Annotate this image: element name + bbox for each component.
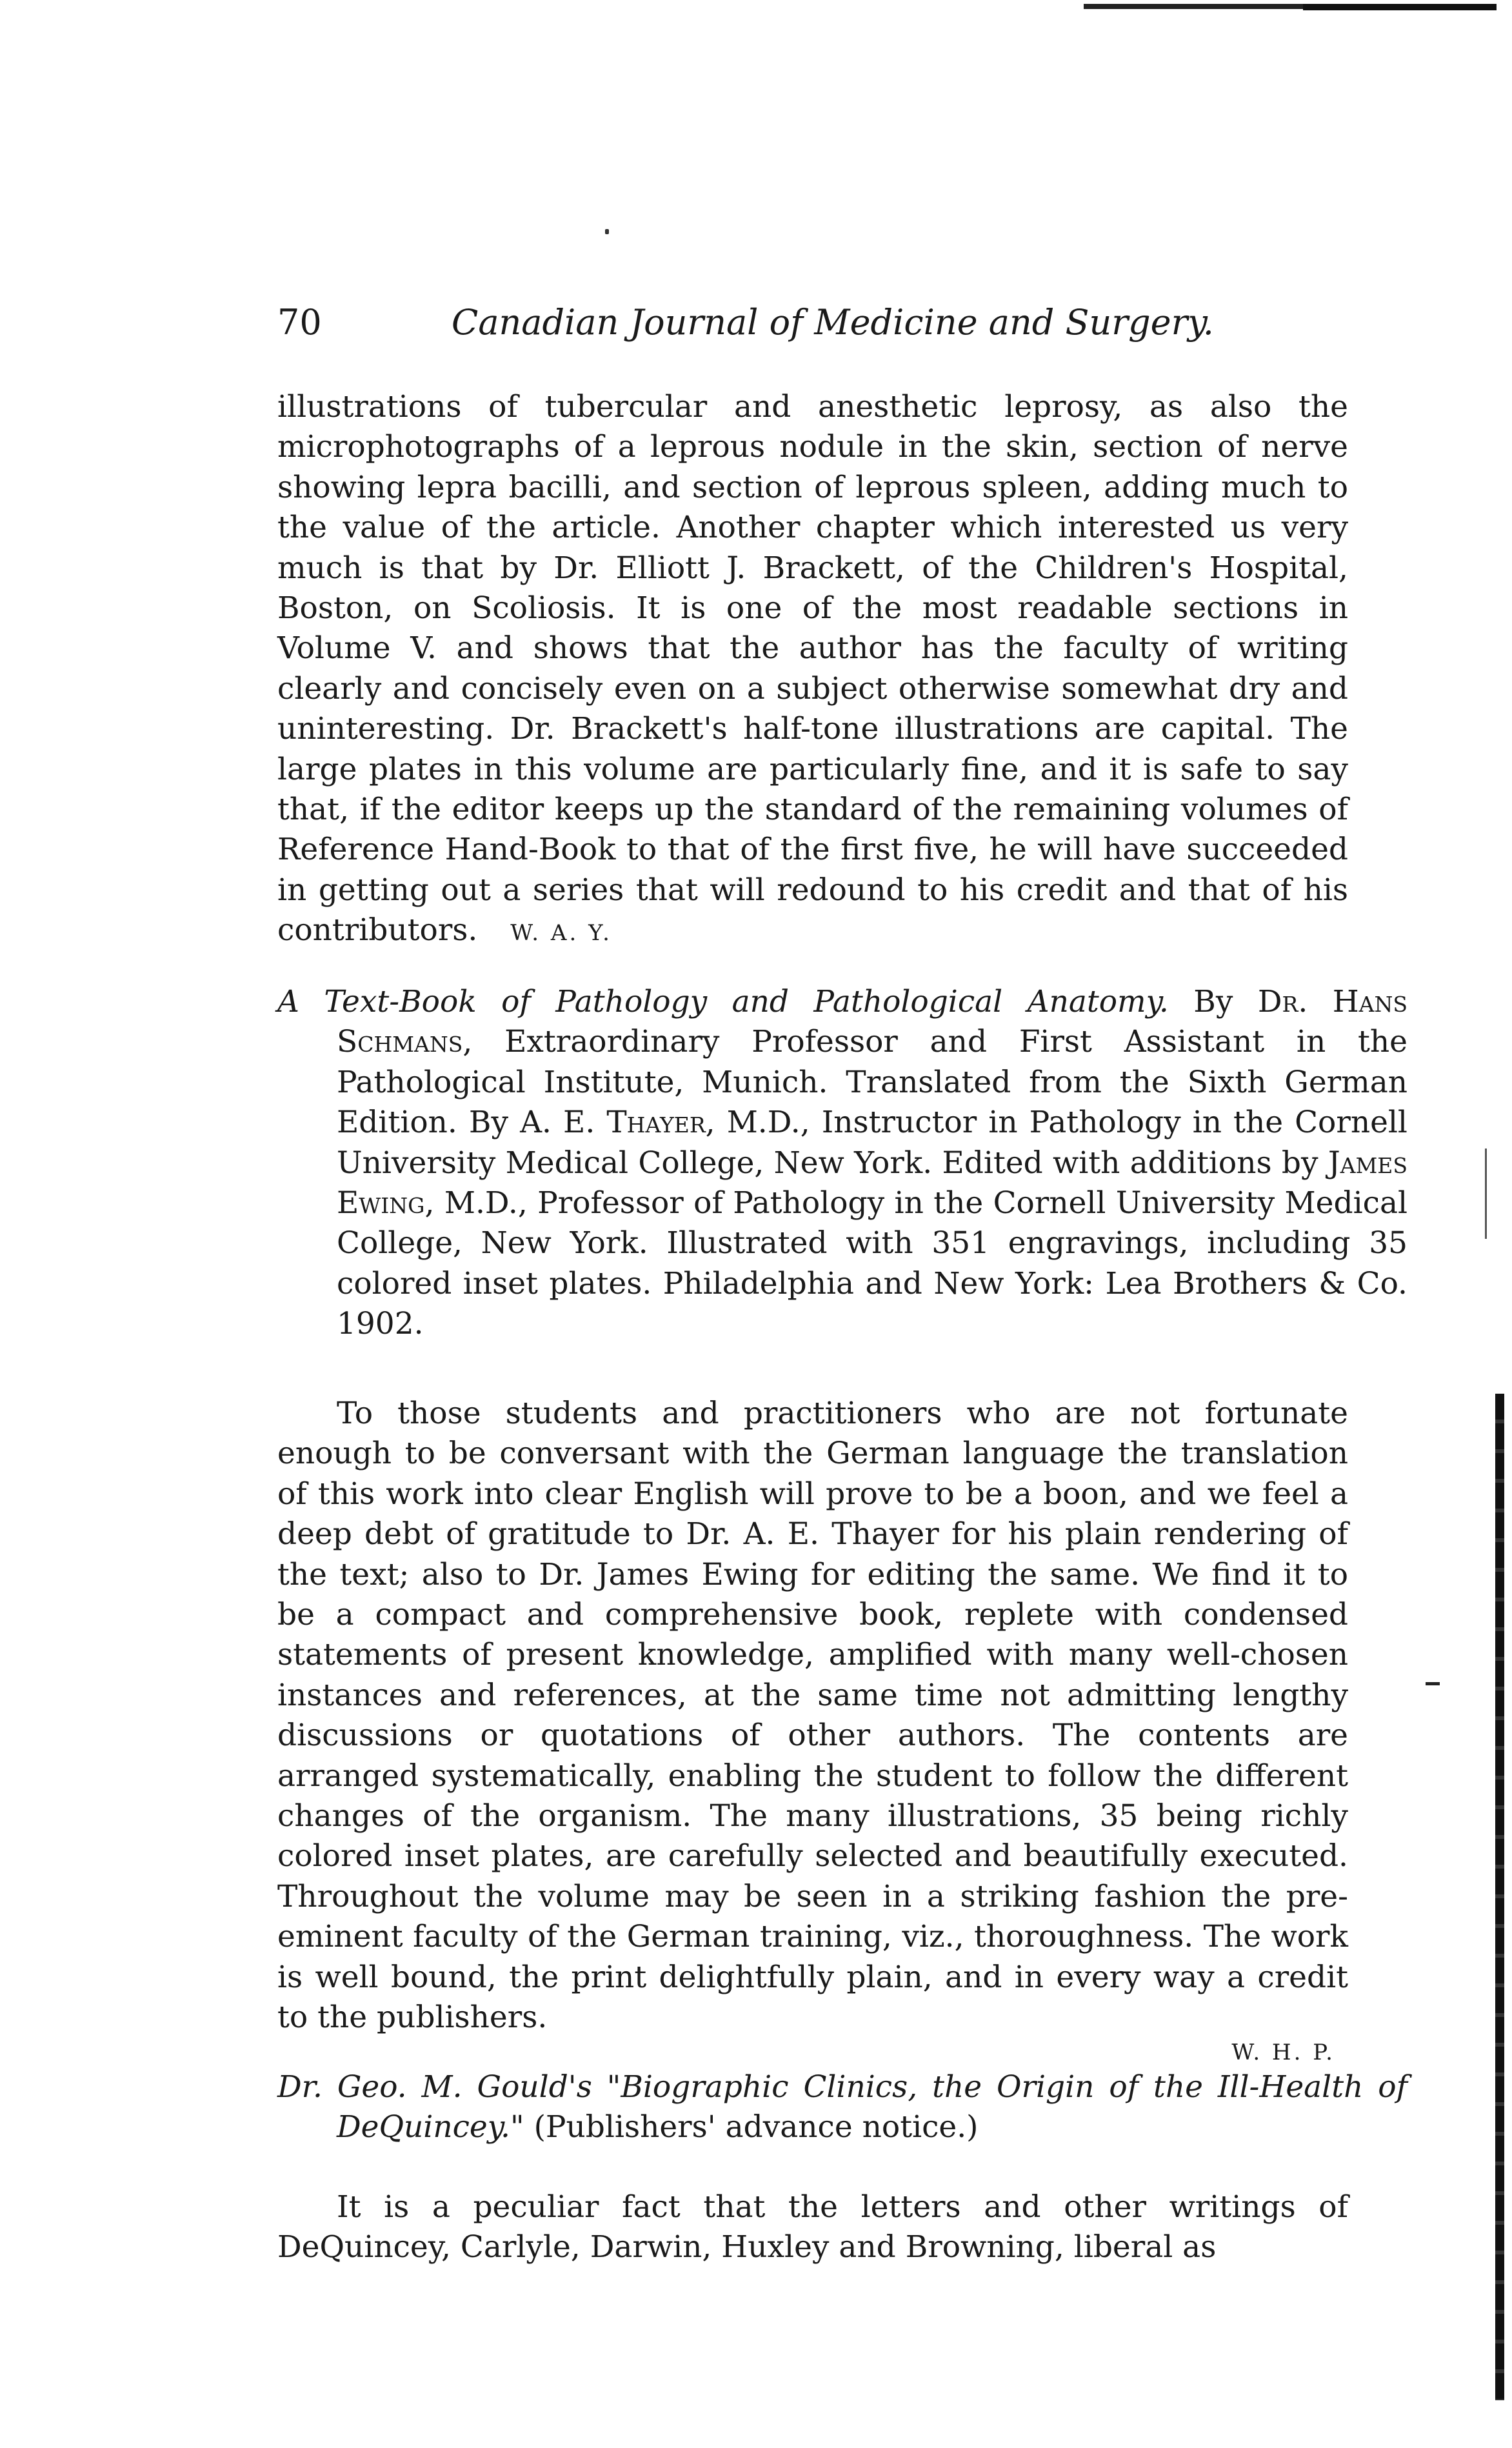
review-3-text: It is a peculiar fact that the letters and other writings of DeQuincey, Carlyle, Darwin, Huxley and Browning, liberal as: [277, 2189, 1348, 2265]
review-2-body: [277, 1394, 1348, 2067]
review-2-editor: James Ewing,: [337, 1145, 1408, 1221]
top-rule: [1084, 0, 1497, 9]
top-rule-heavy: [1303, 4, 1497, 10]
review-1-text: illustrations of tubercular and anesthetic leprosy, as also the microphotographs of a leprous nodule in the skin, section of nerve showing lepra bacilli, and section of leprous spleen, adding much to the value of the article. Another chapter which interested us very much is that by Dr. Elliott J. Brackett, of the Children's Hospital, Boston, on Scoliosis. It is one of the most readable sections in Volume V. and shows that the author has the faculty of writing clearly and concisely even on a subject otherwise somewhat dry and uninteresting. Dr. Brackett's half-tone illustrations are capital. The large plates in this volume are particularly fine, and it is safe to say that, if the editor keeps up the standard of the remaining volumes of Reference Hand-Book to that of the first five, he will have succeeded in getting out a series that will redound to his credit and that of his contributors.: [277, 389, 1348, 948]
review-1: [277, 387, 1348, 954]
review-2-author: Dr. Hans Schmans,: [337, 984, 1408, 1060]
review-2-by: By: [1193, 984, 1233, 1019]
running-head: [277, 302, 1374, 347]
journal-title: Canadian Journal of Medicine and Surgery.: [452, 302, 1214, 343]
margin-dash: [1426, 1682, 1440, 1685]
review-2-citation: [277, 982, 1408, 1345]
review-2-citation-rest: Extraordinary Professor and First Assistant in the Pathological Institute, Munich. Translated from the Sixth German Edition. By: [337, 1024, 1408, 1141]
review-2-citation-rest3: M.D., Professor of Pathology in the Cornell University Medical College, New York. Illustrated with 351 engravings, including 35 colored inset plates. Philadelphia and New York: Lea Brothers & Co. 1902.: [337, 1185, 1408, 1342]
review-1-signature: W. A. Y.: [510, 920, 612, 947]
review-3-note: (Publishers' advance notice.): [533, 2109, 979, 2145]
review-2-translator: A. E. Thayer,: [520, 1105, 715, 1141]
review-2-signature: W. H. P.: [1231, 2039, 1335, 2065]
review-3-body: [277, 2187, 1348, 2268]
page-edge-bar: [1495, 1394, 1504, 2400]
margin-line: [1485, 1149, 1487, 1239]
review-2-text: To those students and practitioners who are not fortunate enough to be conversant with the German language the translation of this work into clear English will prove to be a boon, and we feel a deep debt of gratitude to Dr. A. E. Thayer for his plain rendering of the text; also to Dr. James Ewing for editing the same. We find it to be a compact and comprehensive book, replete with condensed statements of present knowledge, amplified with many well-chosen instances and references, at the same time not admitting lengthy discussions or quotations of other authors. The contents are arranged systematically, enabling the student to follow the different changes of the organism. The many illustrations, 35 being richly colored inset plates, are carefully selected and beautifully executed. Throughout the volume may be seen in a striking fashion the pre-eminent faculty of the German training, viz., thoroughness. The work is well bound, the print delightfully plain, and in every way a credit to the publishers.: [277, 1396, 1348, 2036]
review-3-book-title: Dr. Geo. M. Gould's "Biographic Clinics, the Origin of the Ill-Health of DeQuincey.": [277, 2069, 1408, 2145]
review-3-citation: [277, 2067, 1408, 2148]
review-2-citation-rest2: M.D., Instructor in Pathology in the Cornell University Medical College, New York. Edited with additions by: [337, 1105, 1408, 1181]
review-2-book-title: A Text-Book of Pathology and Pathological Anatomy.: [277, 984, 1169, 1019]
print-speck: [605, 229, 609, 234]
page-number: 70: [277, 302, 322, 343]
